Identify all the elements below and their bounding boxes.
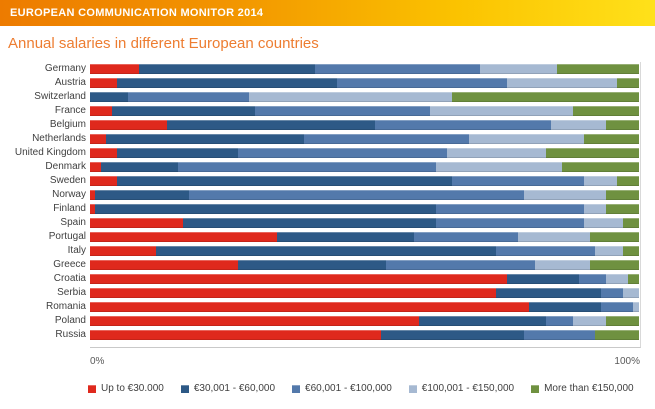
x-axis: [90, 356, 640, 367]
bar-segment: [601, 302, 634, 312]
bar-row: [0, 202, 655, 216]
bar-row: [0, 314, 655, 328]
country-label: France: [54, 105, 86, 116]
bar-segment: [452, 176, 584, 186]
legend-swatch: [292, 385, 300, 393]
legend-item: [292, 383, 392, 394]
bar-segment: [90, 330, 381, 340]
bar-row: [0, 62, 655, 76]
bar-track: [90, 218, 639, 228]
bar-track: [90, 302, 639, 312]
bar-segment: [117, 78, 337, 88]
bar-segment: [90, 92, 128, 102]
x-axis-min-label: 0%: [90, 356, 105, 367]
bar-segment: [496, 246, 595, 256]
bar-segment: [90, 148, 117, 158]
bar-row: [0, 118, 655, 132]
bar-row: [0, 90, 655, 104]
country-label: Croatia: [53, 273, 86, 284]
bar-row: [0, 286, 655, 300]
bar-track: [90, 204, 639, 214]
bar-segment: [90, 176, 117, 186]
country-label: Poland: [54, 315, 86, 326]
bar-segment: [535, 260, 590, 270]
bar-segment: [419, 316, 545, 326]
bar-track: [90, 148, 639, 158]
bar-segment: [628, 274, 639, 284]
bar-segment: [617, 176, 639, 186]
country-label: Germany: [44, 63, 86, 74]
bar-segment: [529, 302, 600, 312]
bar-segment: [277, 232, 414, 242]
legend-label: €30,001 - €60,000: [193, 383, 276, 394]
bar-segment: [590, 260, 639, 270]
country-label: Denmark: [45, 161, 86, 172]
country-label: Norway: [52, 189, 86, 200]
bar-segment: [128, 92, 249, 102]
bar-segment: [167, 120, 376, 130]
bar-segment: [524, 190, 606, 200]
bar-segment: [101, 162, 178, 172]
legend-label: €60,001 - €100,000: [305, 383, 392, 394]
bar-segment: [584, 176, 617, 186]
bar-segment: [584, 204, 606, 214]
bar-segment: [106, 134, 304, 144]
bar-segment: [606, 204, 639, 214]
bar-segment: [90, 288, 496, 298]
bar-segment: [90, 232, 277, 242]
bar-segment: [436, 204, 584, 214]
bar-segment: [518, 232, 589, 242]
bar-segment: [573, 106, 639, 116]
bar-segment: [117, 148, 238, 158]
bar-segment: [238, 148, 447, 158]
bar-row: [0, 104, 655, 118]
bar-segment: [178, 162, 436, 172]
bar-segment: [90, 78, 117, 88]
bar-segment: [90, 246, 156, 256]
bar-segment: [139, 64, 315, 74]
bar-segment: [606, 120, 639, 130]
bar-segment: [436, 162, 562, 172]
bar-track: [90, 246, 639, 256]
bar-row: [0, 188, 655, 202]
legend-item: [181, 383, 275, 394]
bar-segment: [633, 302, 638, 312]
country-label: Portugal: [48, 231, 86, 242]
bar-segment: [480, 64, 557, 74]
bar-segment: [112, 106, 255, 116]
country-label: Romania: [45, 301, 86, 312]
bar-row: [0, 216, 655, 230]
bar-segment: [90, 106, 112, 116]
bar-row: [0, 160, 655, 174]
bar-track: [90, 288, 639, 298]
bar-track: [90, 330, 639, 340]
legend-swatch: [181, 385, 189, 393]
country-label: Sweden: [49, 175, 86, 186]
bar-track: [90, 134, 639, 144]
bar-segment: [90, 120, 167, 130]
bar-segment: [315, 64, 480, 74]
bar-segment: [436, 218, 584, 228]
bar-segment: [595, 246, 622, 256]
country-label: Austria: [54, 77, 86, 88]
bar-segment: [95, 190, 188, 200]
legend-label: Up to €30.000: [101, 383, 164, 394]
bar-segment: [375, 120, 551, 130]
app-header: [0, 0, 655, 26]
bar-row: [0, 272, 655, 286]
bar-segment: [337, 78, 507, 88]
bar-segment: [95, 204, 435, 214]
bar-row: [0, 300, 655, 314]
bar-track: [90, 64, 639, 74]
bar-segment: [584, 218, 622, 228]
bar-track: [90, 106, 639, 116]
bar-segment: [430, 106, 573, 116]
bar-track: [90, 162, 639, 172]
legend-item: [409, 383, 514, 394]
bar-row: [0, 76, 655, 90]
bar-segment: [304, 134, 469, 144]
bar-segment: [90, 162, 101, 172]
x-axis-max-label: 100%: [614, 356, 640, 367]
bar-segment: [386, 260, 534, 270]
bar-segment: [90, 274, 507, 284]
legend-swatch: [409, 385, 417, 393]
bar-segment: [524, 330, 595, 340]
country-label: Italy: [67, 245, 86, 256]
bar-segment: [496, 288, 600, 298]
bar-track: [90, 316, 639, 326]
chart-title: Annual salaries in different European countries: [8, 35, 319, 52]
bar-segment: [557, 64, 639, 74]
bar-segment: [249, 92, 452, 102]
country-label: Belgium: [49, 119, 86, 130]
country-label: United Kingdom: [14, 147, 86, 158]
bar-rows: [0, 62, 655, 342]
legend: [88, 383, 634, 394]
stacked-bar-chart: [0, 62, 655, 342]
bar-segment: [189, 190, 524, 200]
bar-segment: [601, 288, 623, 298]
bar-track: [90, 260, 639, 270]
bar-segment: [452, 92, 639, 102]
country-label: Greece: [53, 259, 86, 270]
country-label: Netherlands: [32, 133, 86, 144]
bar-track: [90, 190, 639, 200]
bar-segment: [579, 274, 606, 284]
bar-row: [0, 244, 655, 258]
bar-segment: [414, 232, 518, 242]
bar-segment: [255, 106, 431, 116]
bar-segment: [90, 260, 238, 270]
bar-row: [0, 132, 655, 146]
bar-segment: [117, 176, 452, 186]
legend-label: More than €150,000: [544, 383, 634, 394]
legend-item: [88, 383, 164, 394]
bar-segment: [546, 316, 573, 326]
bar-segment: [90, 316, 419, 326]
bar-row: [0, 174, 655, 188]
bar-segment: [595, 330, 639, 340]
bar-segment: [469, 134, 584, 144]
bar-track: [90, 176, 639, 186]
country-label: Finland: [53, 203, 86, 214]
bar-segment: [606, 316, 639, 326]
country-label: Switzerland: [34, 91, 86, 102]
legend-swatch: [531, 385, 539, 393]
bar-track: [90, 92, 639, 102]
bar-segment: [617, 78, 639, 88]
bar-segment: [606, 274, 628, 284]
bar-row: [0, 328, 655, 342]
bar-segment: [623, 218, 639, 228]
bar-track: [90, 232, 639, 242]
bar-track: [90, 78, 639, 88]
bar-row: [0, 230, 655, 244]
bar-row: [0, 258, 655, 272]
bar-segment: [507, 78, 617, 88]
bar-row: [0, 146, 655, 160]
bar-segment: [623, 246, 639, 256]
bar-segment: [90, 134, 106, 144]
bar-track: [90, 120, 639, 130]
bar-segment: [447, 148, 546, 158]
bar-segment: [546, 148, 639, 158]
bar-segment: [573, 316, 606, 326]
bar-segment: [551, 120, 606, 130]
legend-label: €100,001 - €150,000: [421, 383, 515, 394]
header-title: EUROPEAN COMMUNICATION MONITOR 2014: [10, 7, 264, 19]
country-label: Russia: [55, 329, 86, 340]
bar-segment: [238, 260, 386, 270]
bar-segment: [156, 246, 496, 256]
bar-segment: [590, 232, 639, 242]
legend-item: [531, 383, 634, 394]
bar-track: [90, 274, 639, 284]
country-label: Spain: [60, 217, 86, 228]
bar-segment: [623, 288, 639, 298]
bar-segment: [90, 218, 183, 228]
country-label: Serbia: [57, 287, 86, 298]
bar-segment: [90, 64, 139, 74]
bar-segment: [584, 134, 639, 144]
legend-swatch: [88, 385, 96, 393]
bar-segment: [562, 162, 639, 172]
bar-segment: [606, 190, 639, 200]
bar-segment: [507, 274, 578, 284]
bar-segment: [381, 330, 524, 340]
bar-segment: [183, 218, 436, 228]
bar-segment: [90, 302, 529, 312]
